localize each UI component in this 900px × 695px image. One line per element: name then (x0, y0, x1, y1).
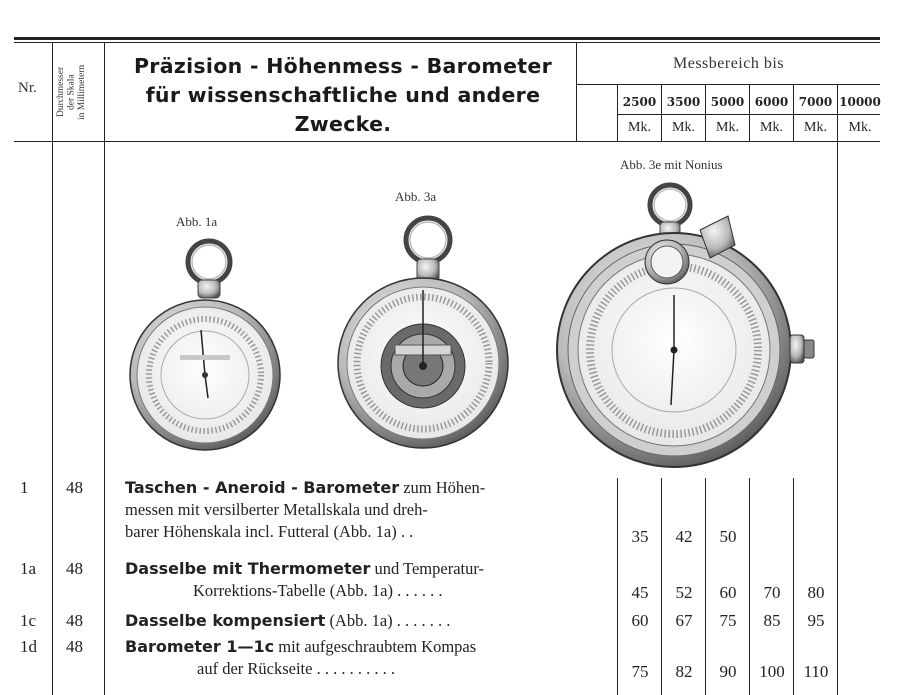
row-1a-price-5000: 60 (719, 583, 737, 602)
row-1d-price-2500: 75 (631, 662, 649, 681)
row-1d-name: Barometer 1—1c (125, 637, 275, 656)
row-1c-nr: 1c (20, 611, 37, 630)
unit-10000: Mk. (848, 120, 872, 135)
row-1d-price-3500: 82 (675, 662, 693, 681)
range-label: Messbereich bis (672, 55, 785, 72)
row-1-nr: 1 (20, 478, 29, 497)
row-1a-price-3500: 52 (675, 583, 693, 602)
row-1c-price-2500: 60 (631, 611, 649, 630)
row-1d-line-2: auf der Rückseite . . . . . . . . . . (197, 659, 395, 678)
col-diameter-line-3: in Millimetern (77, 64, 87, 120)
unit-3500: Mk. (672, 120, 695, 135)
row-1-line-3: barer Höhenskala incl. Futteral (Abb. 1a) . . (125, 522, 414, 541)
row-1a-price-6000: 70 (763, 583, 781, 602)
unit-5000: Mk. (716, 120, 739, 135)
barometer-1a-image (130, 241, 280, 450)
row-1-name: Taschen - Aneroid - Barometer (125, 478, 400, 497)
range-3500: 3500 (666, 95, 701, 109)
row-1a-price-2500: 45 (631, 583, 649, 602)
row-1c-name: Dasselbe kompensiert (125, 611, 326, 630)
caption-fig-1a: Abb. 1a (176, 214, 218, 229)
row-1a-nr: 1a (20, 559, 37, 578)
col-diameter-line-2: der Skala (66, 74, 77, 110)
caption-fig-3e: Abb. 3e mit Nonius (620, 157, 723, 172)
title-line-3: Zwecke. (294, 112, 392, 136)
row-1a-line-1: und Temperatur- (370, 559, 485, 578)
unit-7000: Mk. (804, 120, 827, 135)
row-1c-price-3500: 67 (675, 611, 693, 630)
barometer-3e-image (557, 185, 814, 467)
title-line-2: für wissenschaftliche und andere (145, 83, 541, 107)
row-1a-name: Dasselbe mit Thermometer (125, 559, 371, 578)
row-1-line-1: zum Höhen- (399, 478, 486, 497)
row-1a-diameter: 48 (66, 559, 83, 578)
row-1d-price-6000: 100 (759, 662, 785, 681)
range-10000: 10000 (839, 95, 881, 109)
range-6000: 6000 (754, 95, 789, 109)
row-1c-diameter: 48 (66, 611, 83, 630)
row-1a-line-2: Korrektions-Tabelle (Abb. 1a) . . . . . . (193, 581, 443, 600)
row-1d-description (125, 636, 565, 680)
range-2500: 2500 (622, 95, 657, 109)
row-1-price-3500: 42 (675, 527, 693, 546)
range-5000: 5000 (710, 95, 745, 109)
row-1d-price-7000: 110 (803, 662, 829, 681)
title-line-1: Präzision - Höhenmess - Barometer (133, 54, 553, 78)
row-1d-price-5000: 90 (719, 662, 737, 681)
range-7000: 7000 (798, 95, 833, 109)
row-1d-line-1: mit aufgeschraubtem Kompas (274, 637, 477, 656)
row-1d-nr: 1d (20, 637, 37, 656)
barometer-3a-image (338, 218, 508, 448)
caption-fig-3a: Abb. 3a (395, 189, 437, 204)
row-1c-price-6000: 85 (763, 611, 781, 630)
col-nr-header: Nr. (18, 80, 37, 96)
row-1a-description (125, 558, 565, 602)
row-1a-price-7000: 80 (807, 583, 825, 602)
row-1c-price-5000: 75 (719, 611, 737, 630)
col-diameter-line-1: Durchmesser (56, 66, 66, 118)
row-1c-line-1: (Abb. 1a) . . . . . . . (325, 611, 451, 630)
row-1-line-2: messen mit versilberter Metallskala und dreh- (125, 500, 428, 519)
row-1-description (125, 477, 565, 543)
row-1-price-5000: 50 (719, 527, 737, 546)
row-1-diameter: 48 (66, 478, 83, 497)
unit-2500: Mk. (628, 120, 651, 135)
unit-6000: Mk. (760, 120, 783, 135)
row-1c-description (125, 610, 565, 632)
row-1c-price-7000: 95 (807, 611, 825, 630)
row-1d-diameter: 48 (66, 637, 83, 656)
row-1-price-2500: 35 (631, 527, 649, 546)
